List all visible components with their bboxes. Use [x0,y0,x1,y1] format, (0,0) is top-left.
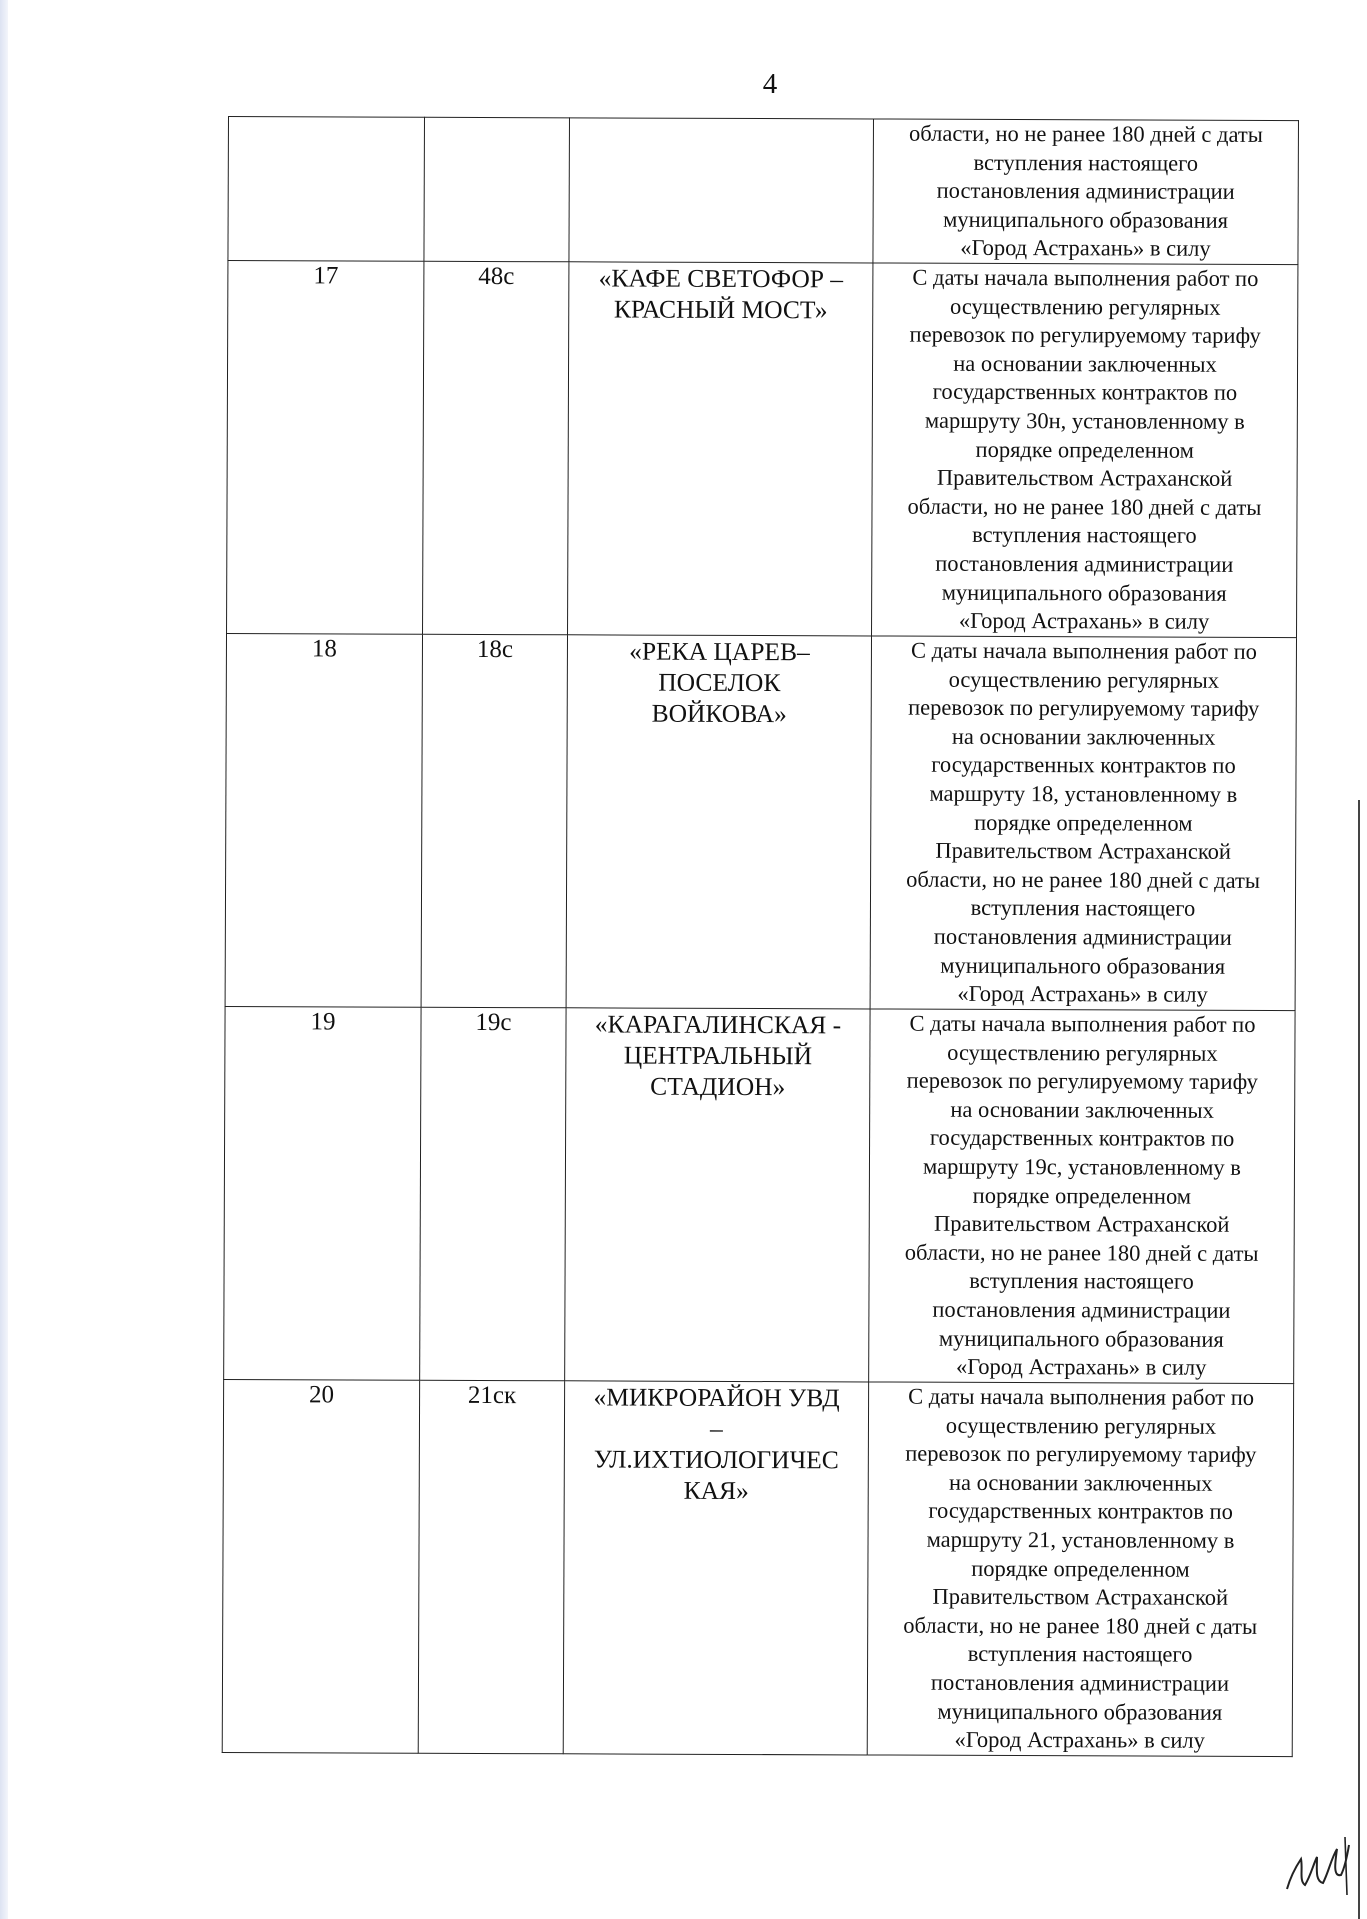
condition-line: области, но не ранее 180 дней с даты [908,120,1263,147]
condition-line: муниципального образования [938,1325,1224,1352]
condition-line: муниципального образования [940,952,1226,979]
route-code-cell: 48с [423,261,569,635]
condition-line: «Город Астрахань» в силу [955,1353,1207,1380]
condition-line: области, но не ранее 180 дней с даты [907,493,1262,520]
row-index-cell: 20 [222,1379,419,1753]
route-name-line: «РЕКА ЦАРЕВ– [629,636,810,667]
condition-line: на основании заключенных [953,350,1217,377]
condition-line: вступления настоящего [969,1268,1194,1295]
route-code-cell [424,117,570,262]
condition-line: осуществлению регулярных [947,1039,1218,1066]
condition-line: постановления администрации [933,923,1232,950]
route-code-cell: 19с [420,1007,566,1381]
condition-line: порядке определенном [974,809,1193,836]
table-row [222,1379,1293,1756]
table-row [225,633,1296,1010]
route-name-line: «МИКРОРАЙОН УВД [593,1382,840,1413]
route-name-cell [568,262,873,636]
route-name-cell [563,1381,868,1755]
condition-line: вступления настоящего [970,895,1196,922]
condition-line: «Город Астрахань» в силу [958,607,1210,634]
condition-cell [870,636,1296,1011]
condition-line: вступления настоящего [967,1641,1193,1668]
condition-line: государственных контрактов по [932,379,1238,406]
row-index-cell [228,117,425,262]
condition-line: муниципального образования [943,206,1229,233]
condition-line: Правительством Астраханской [933,1210,1230,1238]
condition-line: «Город Астрахань» в силу [957,980,1208,1007]
condition-line: области, но не ранее 180 дней с даты [904,1239,1259,1266]
condition-line: С даты начала выполнения работ по [910,637,1257,664]
route-name-line: КАЯ» [683,1475,749,1506]
condition-line: перевозок по регулируемому тарифу [906,1067,1258,1095]
condition-cell [872,263,1298,638]
route-name-line: ВОЙКОВА» [651,698,787,729]
condition-line: Правительством Астраханской [932,1583,1229,1611]
condition-line: государственных контрактов по [931,752,1236,779]
table-row [224,1006,1295,1383]
route-name-cell [566,635,871,1009]
page-number: 4 [762,68,778,100]
route-name-line: СТАДИОН» [650,1071,786,1102]
condition-line: постановления администрации [936,177,1235,205]
condition-line: на основании заключенных [948,1469,1213,1496]
table-row [228,117,1299,265]
row-index-cell: 17 [227,261,424,635]
condition-line: осуществлению регулярных [948,666,1220,693]
route-name-line: КРАСНЫЙ МОСТ» [613,294,828,325]
condition-line: на основании заключенных [950,1096,1215,1123]
condition-line: маршруту 30н, установленному в [924,407,1245,434]
scan-edge [0,0,8,1919]
condition-line: С даты начала выполнения работ по [908,1383,1255,1410]
row-index-cell: 18 [225,633,422,1007]
condition-line: на основании заключенных [951,723,1216,750]
condition-line: области, но не ранее 180 дней с даты [903,1612,1258,1639]
route-name-line: «КАФЕ СВЕТОФОР – [598,263,844,294]
route-name-line: ЦЕНТРАЛЬНЫЙ [623,1040,813,1071]
condition-line: муниципального образования [941,579,1227,606]
row-index-cell: 19 [224,1006,421,1380]
routes-table-body [222,117,1298,1757]
condition-line: Правительством Астраханской [936,464,1233,492]
condition-line: осуществлению регулярных [949,293,1221,320]
condition-line: постановления администрации [935,550,1234,577]
route-code-cell: 18с [421,634,567,1008]
routes-table [222,116,1299,1757]
condition-line: С даты начала выполнения работ по [909,1010,1256,1037]
condition-line: вступления настоящего [972,522,1197,549]
condition-line: порядке определенном [972,1182,1192,1209]
condition-line: «Город Астрахань» в силу [954,1726,1205,1753]
condition-line: вступления настоящего [973,149,1199,176]
condition-line: С даты начала выполнения работ по [912,264,1259,291]
route-name-cell [569,118,874,263]
condition-line: перевозок по регулируемому тарифу [909,321,1261,349]
route-code-cell: 21ск [418,1380,564,1754]
route-name-line: «КАРАГАЛИНСКАЯ - [594,1009,842,1040]
table-row [227,261,1298,638]
condition-line: государственных контрактов по [928,1498,1233,1525]
signature-mark [1283,1835,1353,1897]
scan-margin-line [1358,800,1360,1919]
condition-line: Правительством Астраханской [935,837,1231,865]
condition-line: маршруту 21, установленному в [926,1526,1235,1553]
condition-cell [867,1382,1293,1757]
condition-line: «Город Астрахань» в силу [960,235,1211,262]
condition-line: постановления администрации [932,1296,1231,1323]
condition-line: муниципального образования [937,1698,1223,1725]
condition-line: порядке определенном [971,1555,1190,1582]
route-name-cell [565,1008,870,1382]
condition-line: осуществлению регулярных [945,1412,1217,1439]
route-name-line: – [710,1413,723,1443]
route-name-line: УЛ.ИХТИОЛОГИЧЕС [593,1444,839,1475]
condition-line: области, но не ранее 180 дней с даты [906,866,1261,893]
condition-cell [869,1009,1295,1384]
condition-line: перевозок по регулируемому тарифу [905,1440,1257,1468]
route-name-line: ПОСЕЛОК [658,667,781,698]
condition-line: государственных контрактов по [929,1125,1235,1152]
condition-line: маршруту 19с, установленному в [923,1153,1241,1180]
condition-cell [873,119,1299,265]
condition-line: перевозок по регулируемому тарифу [908,694,1260,722]
condition-line: порядке определенном [975,436,1194,463]
condition-line: постановления администрации [930,1669,1230,1696]
condition-line: маршруту 18, установленному в [929,780,1238,807]
